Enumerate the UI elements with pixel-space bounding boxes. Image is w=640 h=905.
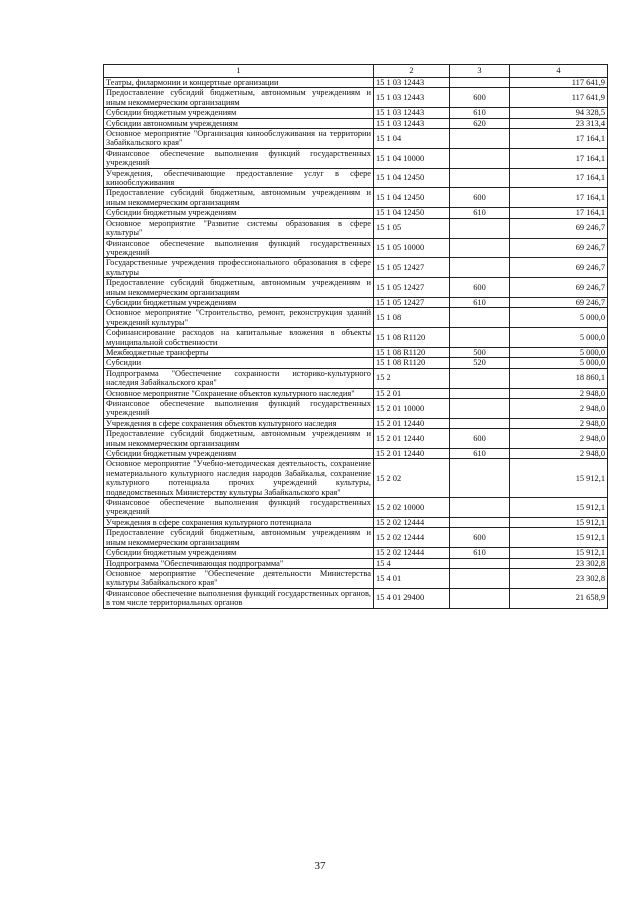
cell-csr: 15 2 02 12444 (374, 548, 450, 558)
budget-table (103, 64, 608, 609)
table-row (104, 78, 608, 88)
cell-sum: 17 164,1 (510, 148, 608, 168)
cell-name: Основное мероприятие "Сохранение объектов культурного наследия" (104, 388, 374, 398)
cell-name: Основное мероприятие "Строительство, ремонт, реконструкция зданий учреждений культуры" (104, 308, 374, 328)
cell-vr (450, 388, 510, 398)
header-col-sum: 4 (510, 65, 608, 78)
table-row (104, 208, 608, 218)
cell-sum: 5 000,0 (510, 358, 608, 368)
cell-sum: 15 912,1 (510, 498, 608, 518)
cell-vr (450, 148, 510, 168)
cell-csr: 15 1 05 12427 (374, 258, 450, 278)
cell-sum: 69 246,7 (510, 278, 608, 298)
cell-csr: 15 4 01 29400 (374, 588, 450, 608)
cell-name: Предоставление субсидий бюджетным, автономным учреждениям и иным некоммерческим организациям (104, 188, 374, 208)
cell-name: Финансовое обеспечение выполнения функций государственных учреждений (104, 238, 374, 258)
page-number: 37 (314, 860, 326, 872)
table-row (104, 238, 608, 258)
cell-name: Подпрограмма "Обеспечивающая подпрограмма" (104, 558, 374, 568)
cell-vr (450, 558, 510, 568)
table-row (104, 368, 608, 388)
cell-csr: 15 1 04 10000 (374, 148, 450, 168)
cell-name: Подпрограмма "Обеспечение сохранности историко-культурного наследия Забайкальского края" (104, 368, 374, 388)
cell-sum: 117 641,9 (510, 88, 608, 108)
cell-name: Основное мероприятие "Обеспечение деятельности Министерства культуры Забайкальского края" (104, 568, 374, 588)
cell-sum: 69 246,7 (510, 218, 608, 238)
cell-csr: 15 1 03 12443 (374, 118, 450, 128)
table-row (104, 459, 608, 498)
table-row (104, 399, 608, 419)
cell-name: Предоставление субсидий бюджетным, автономным учреждениям и иным некоммерческим организациям (104, 278, 374, 298)
table-row (104, 347, 608, 357)
cell-vr: 610 (450, 548, 510, 558)
cell-csr: 15 1 03 12443 (374, 88, 450, 108)
table-row (104, 88, 608, 108)
table-row (104, 118, 608, 128)
header-col-csr: 2 (374, 65, 450, 78)
table-row (104, 218, 608, 238)
cell-name: Межбюджетные трансферты (104, 347, 374, 357)
cell-csr: 15 1 05 12427 (374, 297, 450, 307)
cell-sum: 5 000,0 (510, 308, 608, 328)
table-row (104, 129, 608, 149)
cell-name: Субсидии бюджетным учреждениям (104, 297, 374, 307)
table-row (104, 278, 608, 298)
cell-vr: 620 (450, 118, 510, 128)
cell-csr: 15 4 (374, 558, 450, 568)
cell-name: Предоставление субсидий бюджетным, автономным учреждениям и иным некоммерческим организациям (104, 88, 374, 108)
cell-csr: 15 1 04 (374, 129, 450, 149)
table-row (104, 108, 608, 118)
cell-csr: 15 1 08 (374, 308, 450, 328)
cell-vr (450, 459, 510, 498)
cell-csr: 15 2 01 12440 (374, 449, 450, 459)
cell-vr: 600 (450, 528, 510, 548)
cell-csr: 15 1 05 (374, 218, 450, 238)
cell-vr (450, 238, 510, 258)
cell-vr: 600 (450, 88, 510, 108)
cell-vr (450, 258, 510, 278)
cell-sum: 2 948,0 (510, 418, 608, 428)
cell-name: Театры, филармонии и концертные организации (104, 78, 374, 88)
cell-sum: 69 246,7 (510, 297, 608, 307)
cell-name: Финансовое обеспечение выполнения функций государственных органов, в том числе территориальных органов (104, 588, 374, 608)
cell-name: Финансовое обеспечение выполнения функций государственных учреждений (104, 399, 374, 419)
cell-vr: 610 (450, 108, 510, 118)
cell-csr: 15 2 02 12444 (374, 517, 450, 527)
cell-csr: 15 4 01 (374, 568, 450, 588)
cell-sum: 15 912,1 (510, 459, 608, 498)
cell-csr: 15 1 08 R1120 (374, 358, 450, 368)
cell-csr: 15 2 01 10000 (374, 399, 450, 419)
cell-csr: 15 1 04 12450 (374, 188, 450, 208)
cell-csr: 15 1 03 12443 (374, 108, 450, 118)
cell-vr: 610 (450, 297, 510, 307)
cell-csr: 15 1 04 12450 (374, 208, 450, 218)
table-row (104, 308, 608, 328)
cell-sum: 23 313,4 (510, 118, 608, 128)
cell-vr (450, 308, 510, 328)
cell-name: Субсидии бюджетным учреждениям (104, 208, 374, 218)
cell-sum: 17 164,1 (510, 188, 608, 208)
cell-name: Основное мероприятие "Учебно-методическая деятельность, сохранение нематериального культурного наследия народов Забайкалья, сохранение культурного потенциала прочих учреждений культуры, подведомственных Министерству культуры Забайкальского края" (104, 459, 374, 498)
table-row (104, 188, 608, 208)
table-row (104, 498, 608, 518)
cell-csr: 15 1 04 12450 (374, 168, 450, 188)
header-col-name: 1 (104, 65, 374, 78)
cell-sum: 23 302,8 (510, 568, 608, 588)
cell-sum: 17 164,1 (510, 208, 608, 218)
table-row (104, 388, 608, 398)
cell-sum: 17 164,1 (510, 129, 608, 149)
cell-vr (450, 568, 510, 588)
cell-vr: 500 (450, 347, 510, 357)
cell-vr: 600 (450, 278, 510, 298)
cell-csr: 15 1 08 R1120 (374, 347, 450, 357)
cell-csr: 15 2 02 (374, 459, 450, 498)
cell-name: Финансовое обеспечение выполнения функций государственных учреждений (104, 148, 374, 168)
cell-vr: 600 (450, 188, 510, 208)
table-body (104, 78, 608, 609)
cell-vr: 520 (450, 358, 510, 368)
table-row (104, 418, 608, 428)
cell-vr (450, 168, 510, 188)
cell-vr (450, 399, 510, 419)
cell-name: Предоставление субсидий бюджетным, автономным учреждениям и иным некоммерческим организациям (104, 429, 374, 449)
table-row (104, 558, 608, 568)
cell-csr: 15 1 05 10000 (374, 238, 450, 258)
table-row (104, 429, 608, 449)
cell-sum: 15 912,1 (510, 517, 608, 527)
cell-sum: 21 658,9 (510, 588, 608, 608)
table-row (104, 358, 608, 368)
table-row (104, 517, 608, 527)
cell-csr: 15 2 01 12440 (374, 418, 450, 428)
cell-csr: 15 2 02 10000 (374, 498, 450, 518)
cell-sum: 5 000,0 (510, 328, 608, 348)
cell-name: Субсидии бюджетным учреждениям (104, 548, 374, 558)
cell-sum: 5 000,0 (510, 347, 608, 357)
table-row (104, 258, 608, 278)
cell-name: Софинансирование расходов на капитальные вложения в объекты муниципальной собственности (104, 328, 374, 348)
table-row (104, 297, 608, 307)
cell-name: Учреждения в сфере сохранения объектов культурного наследия (104, 418, 374, 428)
cell-vr (450, 517, 510, 527)
cell-name: Основное мероприятие "Развитие системы образования в сфере культуры" (104, 218, 374, 238)
cell-name: Основное мероприятие "Организация кинообслуживания на территории Забайкальского края" (104, 129, 374, 149)
cell-name: Учреждения в сфере сохранения культурного потенциала (104, 517, 374, 527)
table-row (104, 588, 608, 608)
table-row (104, 328, 608, 348)
header-col-vr: 3 (450, 65, 510, 78)
cell-name: Учреждения, обеспечивающие предоставление услуг в сфере кинообслуживания (104, 168, 374, 188)
cell-csr: 15 2 01 12440 (374, 429, 450, 449)
cell-vr: 610 (450, 449, 510, 459)
cell-sum: 2 948,0 (510, 449, 608, 459)
cell-name: Финансовое обеспечение выполнения функций государственных учреждений (104, 498, 374, 518)
cell-name: Субсидии бюджетным учреждениям (104, 449, 374, 459)
cell-sum: 117 641,9 (510, 78, 608, 88)
table-row (104, 449, 608, 459)
cell-sum: 69 246,7 (510, 238, 608, 258)
cell-vr (450, 328, 510, 348)
cell-sum: 2 948,0 (510, 429, 608, 449)
cell-sum: 2 948,0 (510, 399, 608, 419)
cell-vr: 610 (450, 208, 510, 218)
cell-csr: 15 2 02 12444 (374, 528, 450, 548)
cell-vr (450, 129, 510, 149)
cell-vr: 600 (450, 429, 510, 449)
table-row (104, 568, 608, 588)
cell-name: Предоставление субсидий бюджетным, автономным учреждениям и иным некоммерческим организациям (104, 528, 374, 548)
cell-sum: 18 860,1 (510, 368, 608, 388)
cell-vr (450, 498, 510, 518)
cell-sum: 2 948,0 (510, 388, 608, 398)
table-row (104, 148, 608, 168)
cell-sum: 94 328,5 (510, 108, 608, 118)
cell-sum: 15 912,1 (510, 548, 608, 558)
cell-csr: 15 1 03 12443 (374, 78, 450, 88)
cell-name: Субсидии автономным учреждениям (104, 118, 374, 128)
cell-name: Государственные учреждения профессионального образования в сфере культуры (104, 258, 374, 278)
cell-vr (450, 368, 510, 388)
cell-name: Субсидии бюджетным учреждениям (104, 108, 374, 118)
cell-vr (450, 418, 510, 428)
cell-sum: 69 246,7 (510, 258, 608, 278)
cell-sum: 15 912,1 (510, 528, 608, 548)
cell-vr (450, 78, 510, 88)
cell-vr (450, 218, 510, 238)
cell-csr: 15 2 (374, 368, 450, 388)
cell-csr: 15 2 01 (374, 388, 450, 398)
cell-name: Субсидии (104, 358, 374, 368)
cell-sum: 17 164,1 (510, 168, 608, 188)
cell-csr: 15 1 08 R1120 (374, 328, 450, 348)
cell-vr (450, 588, 510, 608)
cell-sum: 23 302,8 (510, 558, 608, 568)
table-row (104, 548, 608, 558)
table-row (104, 528, 608, 548)
table-header-row (104, 65, 608, 78)
table-row (104, 168, 608, 188)
cell-csr: 15 1 05 12427 (374, 278, 450, 298)
